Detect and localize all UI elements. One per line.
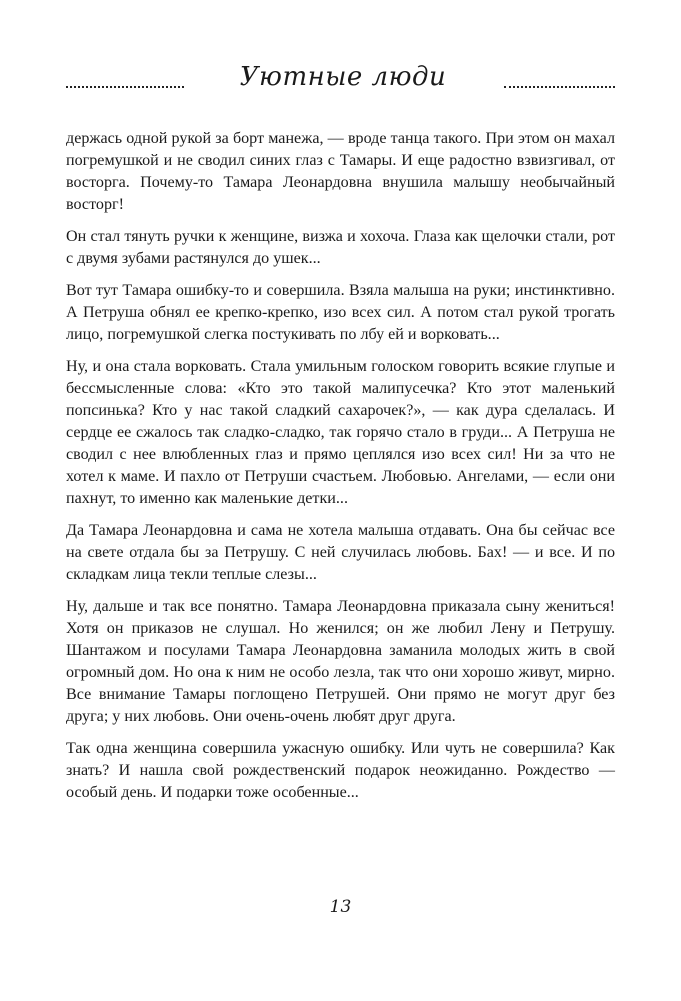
header-dotted-rule-right [504,86,615,88]
header-dotted-rule-left [66,86,184,88]
paragraph: держась одной рукой за борт манежа, — вроде танца такого. При этом он махал погремушкой и не сводил синих глаз с Тамары. И еще радостно взвизгивал, от восторга. Почему-то Тамара Леонардовна внушила малышу необычайный восторг! [66,130,615,213]
running-header-title: Уютные люди [239,62,447,92]
paragraph: Да Тамара Леонардовна и сама не хотела малыша отдавать. Она бы сейчас все на свете отдала бы за Петрушу. С ней случилась любовь. Бах! — и все. И по складкам лица текли теплые слезы... [66,522,615,583]
page-number: 13 [329,897,352,917]
running-header [66,60,615,100]
paragraph: Ну, дальше и так все понятно. Тамара Леонардовна приказала сыну жениться! Хотя он приказов не слушал. Но женился; он же любил Лену и Петрушу. Шантажом и посулами Тамара Леонардовна заманила молодых жить в свой огромный дом. Но она к ним не особо лезла, так что они хорошо живут, мирно. Все внимание Тамары поглощено Петрушей. Они прямо не могут друг без друга; у них любовь. Они очень-очень любят друг друга. [66,598,615,725]
paragraph: Ну, и она стала ворковать. Стала умильным голоском говорить всякие глупые и бессмысленные слова: «Кто это такой малипусечка? Кто этот маленький попсинька? Кто у нас такой сладкий сахарочек?», — как дура сделалась. И сердце ее сжалось так сладко-сладко, так горячо стало в груди... А Петруша не сводил с нее влюбленных глаз и прямо цеплялся изо всех сил! Ни за что не хотел к маме. И пахло от Петруши счастьем. Любовью. Ангелами, — если они пахнут, то именно как маленькие детки... [66,358,615,507]
paragraph: Он стал тянуть ручки к женщине, визжа и хохоча. Глаза как щелочки стали, рот с двумя зубами растянулся до ушек... [66,228,615,267]
paragraph: Так одна женщина совершила ужасную ошибку. Или чуть не совершила? Как знать? И нашла свой рождественский подарок неожиданно. Рождество — особый день. И подарки тоже особенные... [66,740,615,801]
body-text [66,128,615,814]
paragraph: Вот тут Тамара ошибку-то и совершила. Взяла малыша на руки; инстинктивно. А Петруша обнял ее крепко-крепко, изо всех сил. А потом стал рукой трогать лицо, погремушкой слегка постукивать по лбу ей и ворковать... [66,282,615,343]
